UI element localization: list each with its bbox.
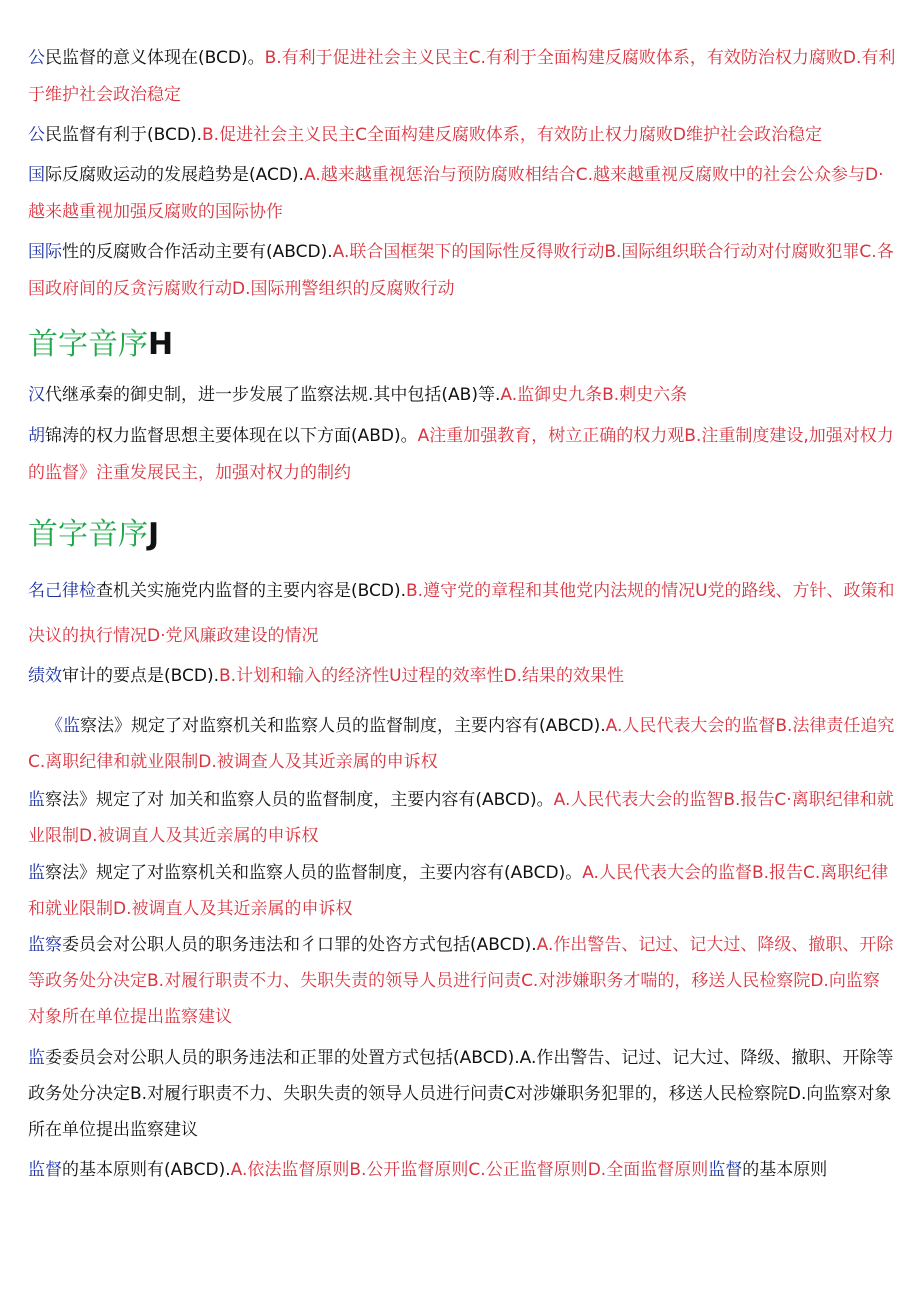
entry-1 bbox=[28, 117, 896, 154]
heading-letter: H bbox=[148, 327, 174, 362]
entry-lead: 国 bbox=[28, 165, 45, 185]
entry-lead: 《监 bbox=[46, 716, 80, 736]
entry-answer: A.人民代表大会的监督B.报告C.离职纪律和就业限制D.被调直人及其近亲属的申诉权 bbox=[28, 863, 889, 919]
entry-question: 审计的要点是(BCD). bbox=[62, 666, 219, 686]
entry-j-0 bbox=[28, 569, 896, 659]
entry-h-0 bbox=[28, 377, 896, 414]
entry-question: 委员会对公职人员的职务违法和彳口罪的处咨方式包括(ABCD). bbox=[62, 935, 537, 955]
entry-j-2 bbox=[28, 708, 896, 780]
entry-j-6 bbox=[28, 1040, 896, 1148]
entry-question: 察法》规定了对监察机关和监察人员的监督制度，主要内容有(ABCD). bbox=[80, 716, 606, 736]
entry-answer: A.监御史九条B.刺史六条 bbox=[500, 385, 688, 405]
entry-lead: 汉 bbox=[28, 385, 45, 405]
entry-question: 民监督有利于(BCD). bbox=[45, 125, 202, 145]
entry-lead: 公 bbox=[28, 125, 45, 145]
entry-answer: B.遵守党的章程和其他党内法规的情况U党的路线、方针、政策和决议的执行情况D·党风廉政建设的情况 bbox=[28, 581, 895, 646]
entry-answer: A.依法监督原则B.公开监督原则C.公正监督原则D.全面监督原则 bbox=[230, 1160, 709, 1180]
entry-question: 察法》规定了对监察机关和监察人员的监督制度，主要内容有(ABCD)。 bbox=[45, 863, 583, 883]
heading-text: 首字音序 bbox=[28, 327, 148, 362]
entry-question: 民监督的意义体现在(BCD)。 bbox=[45, 48, 265, 68]
entry-question: 委委员会对公职人员的职务违法和正罪的处置方式包括(ABCD).A.作出警告、记过、记大过、降级、撤职、开除等政务处分决定B.对履行职责不力、失职失责的领导人员进行问责C对涉嫌职务犯罪的，移送人民检察院D.向监察对象所在单位提出监察建议 bbox=[28, 1048, 894, 1140]
entry-2 bbox=[28, 157, 896, 231]
entry-j-4 bbox=[28, 855, 896, 927]
entry-lead: 名己律检 bbox=[28, 581, 96, 601]
entry-lead: 监 bbox=[28, 863, 45, 883]
entry-question: 的基本原则有(ABCD). bbox=[62, 1160, 231, 1180]
entry-0 bbox=[28, 40, 896, 114]
entry-lead: 绩效 bbox=[28, 666, 62, 686]
entry-lead: 监 bbox=[28, 1048, 45, 1068]
entry-lead: 监 bbox=[28, 790, 45, 810]
entry-answer: A.越来越重视惩治与预防腐败相结合C.越来越重视反腐败中的社会公众参与D·越来越重视加强反腐败的国际协作 bbox=[28, 165, 884, 222]
heading-text: 首字音序 bbox=[28, 517, 148, 552]
entry-j-7 bbox=[28, 1152, 896, 1188]
entry-lead-repeat: 监督 bbox=[708, 1160, 743, 1180]
entry-answer: A.联合国框架下的国际性反得败行动B.国际组织联合行动对付腐败犯罪C.各国政府间的反贪污腐败行动D.国际刑警组织的反腐败行动 bbox=[28, 242, 894, 299]
entry-3 bbox=[28, 234, 896, 308]
section-heading-j bbox=[28, 515, 159, 555]
entry-answer: B.计划和输入的经济性U过程的效率性D.结果的效果性 bbox=[219, 666, 625, 686]
entry-lead: 监察 bbox=[28, 935, 62, 955]
entry-j-3 bbox=[28, 782, 896, 854]
entry-answer: A.人民代表大会的监督B.法律责任追究C.离职纪律和就业限制D.被调查人及其近亲属的申诉权 bbox=[28, 716, 895, 772]
section-heading-h bbox=[28, 325, 173, 365]
entry-question: 查机关实施党内监督的主要内容是(BCD). bbox=[96, 581, 406, 601]
entry-lead: 公 bbox=[28, 48, 45, 68]
entry-lead: 胡 bbox=[28, 426, 45, 446]
entry-question: 察法》规定了对 加关和监察人员的监督制度，主要内容有(ABCD)。 bbox=[45, 790, 554, 810]
entry-question: 锦涛的权力监督思想主要体现在以下方面(ABD)。 bbox=[45, 426, 418, 446]
entry-question: 际反腐败运动的发展趋势是(ACD). bbox=[45, 165, 304, 185]
entry-question: 代继承秦的御史制，进一步发展了监察法规.其中包括(AB)等. bbox=[45, 385, 501, 405]
entry-j-5 bbox=[28, 927, 896, 1035]
entry-lead: 监督 bbox=[28, 1160, 62, 1180]
entry-answer: A.人民代表大会的监智B.报告C·离职纪律和就业限制D.被调直人及其近亲属的申诉权 bbox=[28, 790, 894, 846]
entry-answer: B.促进社会主义民主C全面构建反腐败体系，有效防止权力腐败D维护社会政治稳定 bbox=[202, 125, 823, 145]
entry-j-1 bbox=[28, 658, 896, 695]
entry-tail: 的基本原则 bbox=[742, 1160, 828, 1180]
entry-answer: A注重加强教育，树立正确的权力观B.注重制度建设,加强对权力的监督》注重发展民主，加强对权力的制约 bbox=[28, 426, 894, 483]
heading-letter: J bbox=[148, 517, 160, 552]
entry-h-1 bbox=[28, 418, 896, 492]
entry-answer: A.作出警告、记过、记大过、降级、撤职、开除等政务处分决定B.对履行职责不力、失职失责的领导人员进行问责C.对涉嫌职务才喘的，移送人民检察院D.向监察对象所在单位提出监察建议 bbox=[28, 935, 894, 1027]
entry-lead: 国际 bbox=[28, 242, 62, 262]
entry-question: 性的反腐败合作活动主要有(ABCD). bbox=[62, 242, 333, 262]
entry-answer: B.有利于促进社会主义民主C.有利于全面构建反腐败体系，有效防治权力腐败D.有利于维护社会政治稳定 bbox=[28, 48, 896, 105]
